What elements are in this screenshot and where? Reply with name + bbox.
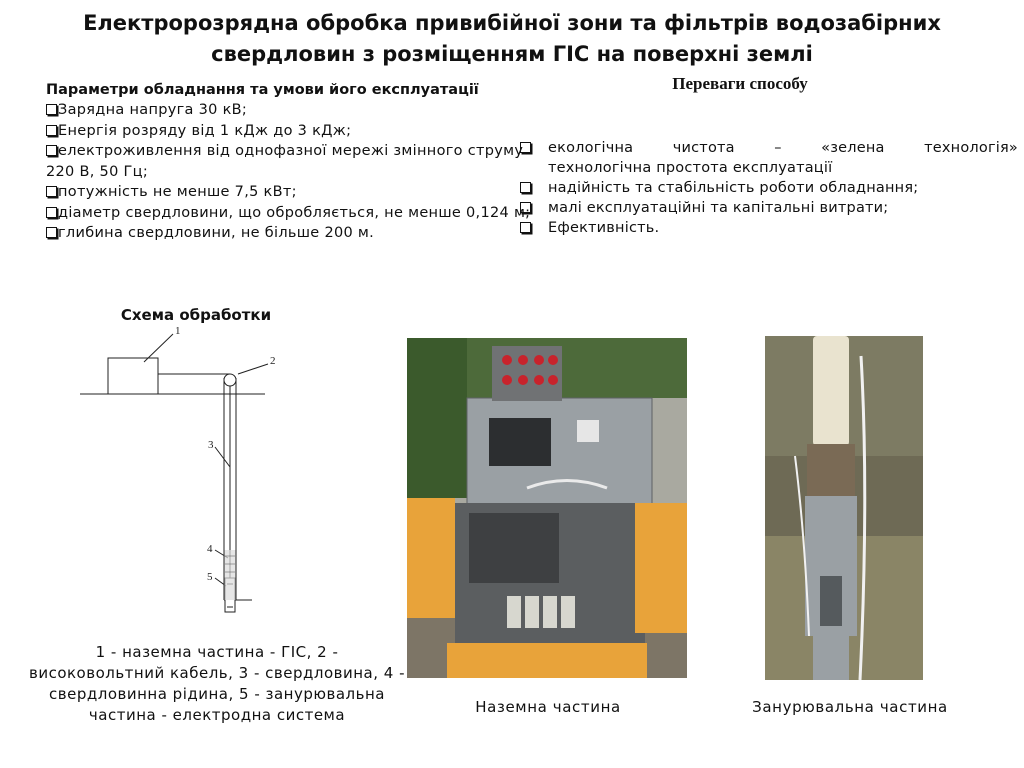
checkbox-bullet-icon — [520, 222, 531, 233]
scheme-label-2: 2 — [270, 355, 276, 367]
parameters-heading: Параметри обладнання та умови його експлуатації — [46, 82, 479, 98]
scheme-heading: Схема обработки — [120, 306, 272, 324]
parameter-item: діаметр свердловини, що обробляється, не менше 0,124 м; — [46, 203, 532, 224]
advantage-item: екологічна чистота – «зелена технологія» — [520, 138, 1018, 158]
well-fluid — [225, 550, 236, 600]
ground-unit-box — [108, 358, 158, 394]
advantage-item: надійність та стабільність роботи обладнання; — [520, 178, 1018, 198]
advantages-heading: Переваги способу — [672, 74, 808, 93]
parameter-item: глибина свердловини, не більше 200 м. — [46, 223, 532, 244]
parameters-list — [46, 100, 532, 244]
advantages-section — [520, 138, 1018, 238]
scheme-label-1: 1 — [175, 325, 181, 337]
checkbox-bullet-icon — [46, 104, 57, 115]
page-title — [40, 8, 984, 70]
scheme-legend: 1 - наземна частина - ГІС, 2 - високовольтний кабель, 3 - свердловина, 4 - свердловинна рідина, 5 - занурювальна частина - електродна система — [28, 643, 405, 724]
ground-unit-photo — [407, 338, 687, 678]
advantages-list — [520, 138, 1018, 238]
advantage-item: малі експлуатаційні та капітальні витрати; — [520, 198, 1018, 218]
advantage-item: Ефективність. — [520, 218, 1018, 238]
parameter-item: потужність не менше 7,5 кВт; — [46, 182, 532, 203]
scheme-label-4: 4 — [207, 543, 213, 555]
parameter-item: Енергія розряду від 1 кДж до 3 кДж; — [46, 121, 532, 142]
title-line-1: Електророзрядна обробка привибійної зони та фільтрів водозабірних — [83, 11, 941, 35]
checkbox-bullet-icon — [46, 145, 57, 156]
submersible-unit-photo — [765, 336, 923, 680]
parameter-item: електроживлення від однофазної мережі змінного струму 220 В, 50 Гц; — [46, 143, 524, 180]
pulley-icon — [224, 374, 236, 386]
parameters-section — [46, 80, 532, 244]
checkbox-bullet-icon — [46, 227, 57, 238]
submersible-unit-caption: Занурювальна частина — [752, 698, 948, 716]
leader-line-3 — [215, 447, 230, 467]
checkbox-bullet-icon — [520, 202, 531, 213]
checkbox-bullet-icon — [46, 125, 57, 136]
scheme-label-5: 5 — [207, 571, 213, 583]
checkbox-bullet-icon — [520, 182, 531, 193]
ground-unit-caption: Наземна частина — [475, 698, 621, 716]
well-scheme-diagram — [80, 322, 300, 628]
parameter-item: Зарядна напруга 30 кВ; — [46, 100, 532, 121]
checkbox-bullet-icon — [520, 142, 531, 153]
advantage-item-continuation: технологічна простота експлуатації — [548, 160, 833, 176]
scheme-label-3: 3 — [208, 439, 214, 451]
title-line-2: свердловин з розміщенням ГІС на поверхні землі — [211, 42, 813, 66]
checkbox-bullet-icon — [46, 207, 57, 218]
leader-line-2 — [238, 364, 268, 374]
checkbox-bullet-icon — [46, 186, 57, 197]
